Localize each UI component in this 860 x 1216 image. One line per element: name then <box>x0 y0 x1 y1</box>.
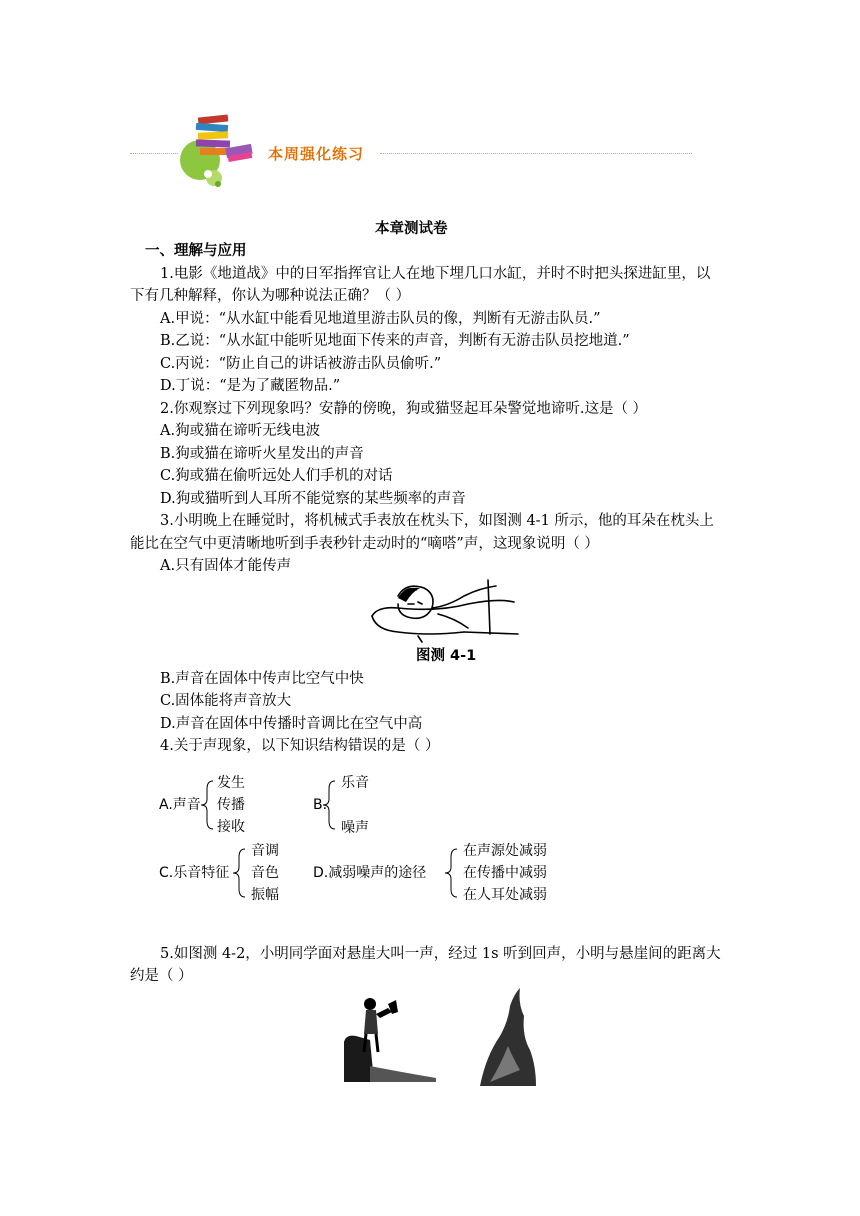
q3-option-c: C.固体能将声音放大 <box>160 693 292 709</box>
page-title: 本章测试卷 <box>375 220 448 237</box>
cliff-echo-illustration <box>340 986 540 1086</box>
option-b-item-2: 噪声 <box>341 820 369 836</box>
q1-option-a: A.甲说：“从水缸中能看见地道里游击队员的像，判断有无游击队员.” <box>160 311 601 327</box>
option-c-label: C.乐音特征 <box>159 865 230 881</box>
q1-option-c: C.丙说：“防止自己的讲话被游击队员偷听.” <box>160 356 442 372</box>
option-d-item-2: 在传播中减弱 <box>463 865 547 881</box>
q2-option-c: C.狗或猫在偷听远处人们手机的对话 <box>160 468 393 484</box>
figure-caption-4-1: 图测 4-1 <box>416 648 477 664</box>
option-a-brace <box>201 781 213 829</box>
books-stack-icon <box>178 108 264 188</box>
option-c-item-3: 振幅 <box>251 887 279 903</box>
q2-stem: 2.你观察过下列现象吗？安静的傍晚，狗或猫竖起耳朵警觉地谛听.这是（ ） <box>160 401 648 417</box>
option-d-label: D.减弱噪声的途径 <box>313 865 427 881</box>
q3-stem-line2: 能比在空气中更清晰地听到手表秒针走动时的“嘀嗒”声，这现象说明（ ） <box>130 536 599 552</box>
option-d-item-1: 在声源处减弱 <box>463 843 547 859</box>
section-heading: 一、理解与应用 <box>145 242 247 259</box>
option-a-item-1: 发生 <box>217 775 245 791</box>
q1-option-d: D.丁说：“是为了藏匿物品.” <box>160 378 341 394</box>
q1-stem-line2: 下有几种解释，你认为哪种说法正确？（ ） <box>130 288 411 304</box>
option-c-brace <box>233 849 245 897</box>
option-d-brace <box>445 849 457 897</box>
option-a-label: A.声音 <box>159 797 201 813</box>
q2-option-a: A.狗或猫在谛听无线电波 <box>160 423 321 439</box>
option-b-label: B. <box>313 797 328 813</box>
q3-option-a: A.只有固体才能传声 <box>160 558 292 574</box>
option-b-brace <box>323 781 335 829</box>
option-c-item-2: 音色 <box>251 865 279 881</box>
q3-option-b: B.声音在固体中传声比空气中快 <box>160 671 364 687</box>
banner-dotted-line-right <box>380 153 692 154</box>
option-c-item-1: 音调 <box>251 843 279 859</box>
option-b-item-1: 乐音 <box>341 775 369 791</box>
q4-stem: 4.关于声现象，以下知识结构错误的是（ ） <box>160 738 440 754</box>
option-a-item-2: 传播 <box>217 797 245 813</box>
q2-option-b: B.狗或猫在谛听火星发出的声音 <box>160 446 364 462</box>
q3-stem-line1: 3.小明晚上在睡觉时，将机械式手表放在枕头下，如图测 4-1 所示，他的耳朵在枕头上 <box>160 513 714 529</box>
option-d-item-3: 在人耳处减弱 <box>463 887 547 903</box>
option-a-item-3: 接收 <box>217 819 245 835</box>
q5-stem-line1: 5.如图测 4-2，小明同学面对悬崖大叫一声，经过 1s 听到回声，小明与悬崖间的距离大 <box>160 946 721 962</box>
knowledge-structure-diagram <box>155 765 575 910</box>
q1-stem-line1: 1.电影《地道战》中的日军指挥官让人在地下埋几口水缸，并时不时把头探进缸里，以 <box>160 266 711 282</box>
banner-title: 本周强化练习 <box>268 145 365 163</box>
q2-option-d: D.狗或猫听到人耳所不能觉察的某些频率的声音 <box>160 491 466 507</box>
banner-dotted-line-left <box>130 153 178 154</box>
q1-option-b: B.乙说：“从水缸中能听见地面下传来的声音，判断有无游击队员挖地道.” <box>160 333 630 349</box>
sleeping-person-illustration <box>368 578 520 644</box>
q5-stem-line2: 约是（ ） <box>130 968 193 984</box>
q3-option-d: D.声音在固体中传播时音调比在空气中高 <box>160 716 423 732</box>
